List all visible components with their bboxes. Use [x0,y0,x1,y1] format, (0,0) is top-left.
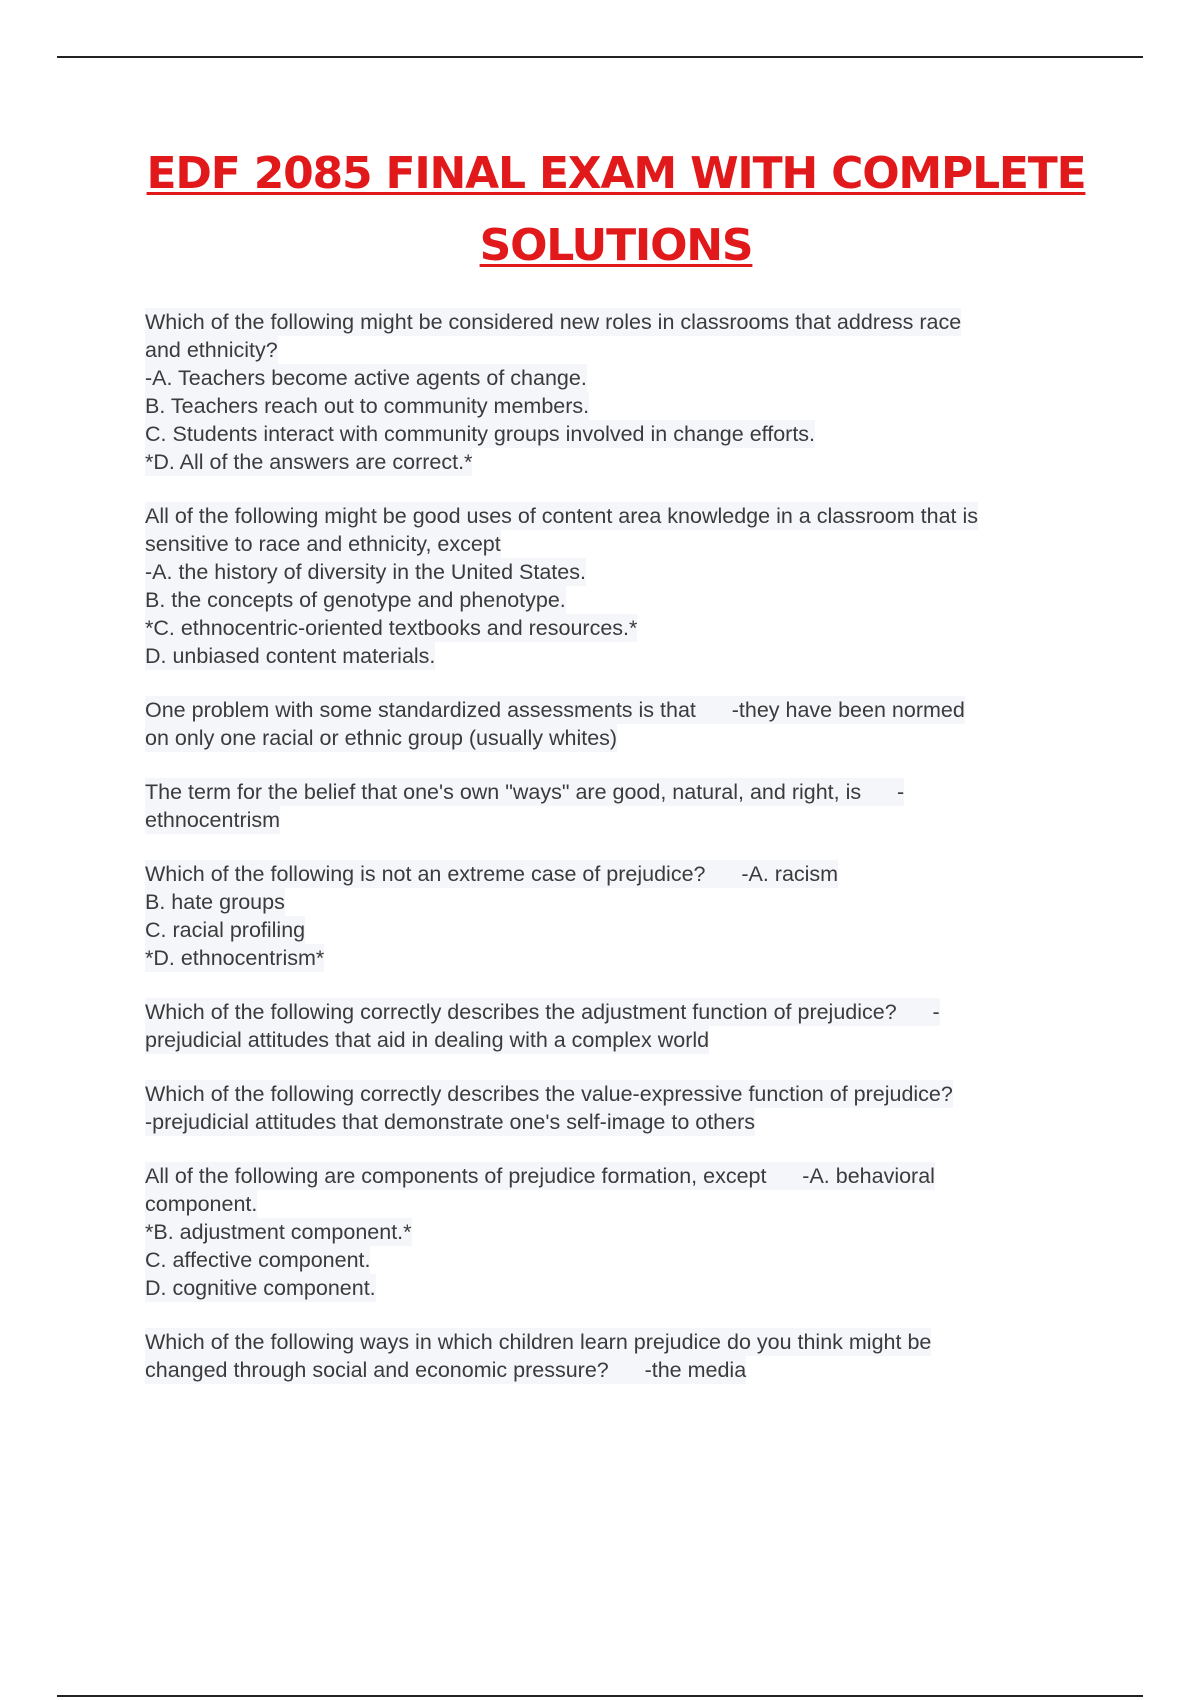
question-line: Which of the following ways in which children learn prejudice do you think might be [145,1330,932,1354]
question-line: D. unbiased content materials. [145,644,436,668]
question-line: All of the following might be good uses of content area knowledge in a classroom that is [145,504,979,528]
question-line: All of the following are components of prejudice formation, except -A. behavioral [145,1164,935,1188]
question-line: B. hate groups [145,890,285,914]
question-line: ethnocentrism [145,808,281,832]
question-line: Which of the following correctly describes the value-expressive function of prejudice? [145,1082,953,1106]
question-entry [145,778,1095,834]
question-line: prejudicial attitudes that aid in dealing with a complex world [145,1028,710,1052]
question-line: D. cognitive component. [145,1276,376,1300]
question-line: changed through social and economic pressure? -the media [145,1358,747,1382]
question-line: *D. All of the answers are correct.* [145,450,473,474]
question-line: B. Teachers reach out to community members. [145,394,590,418]
question-line: The term for the belief that one's own "ways" are good, natural, and right, is - [145,780,905,804]
document-title [100,147,1132,273]
question-line: One problem with some standardized assessments is that -they have been normed [145,698,965,722]
question-entry [145,1162,1095,1302]
question-line: C. Students interact with community groups involved in change efforts. [145,422,816,446]
question-line: *B. adjustment component.* [145,1220,412,1244]
question-line: Which of the following might be considered new roles in classrooms that address race [145,310,962,334]
question-entry [145,696,1095,752]
title-line-2: SOLUTIONS [479,220,753,271]
question-list [145,308,1095,1410]
question-line: C. racial profiling [145,918,306,942]
question-line: *D. ethnocentrism* [145,946,325,970]
question-line: Which of the following correctly describes the adjustment function of prejudice? - [145,1000,940,1024]
question-line: -A. the history of diversity in the United States. [145,560,586,584]
question-line: B. the concepts of genotype and phenotype. [145,588,566,612]
question-line: C. affective component. [145,1248,371,1272]
question-line: on only one racial or ethnic group (usually whites) [145,726,618,750]
question-entry [145,502,1095,670]
question-line: sensitive to race and ethnicity, except [145,532,501,556]
question-line: and ethnicity? [145,338,278,362]
footer-rule [57,1695,1143,1697]
title-line-1: EDF 2085 FINAL EXAM WITH COMPLETE [146,148,1086,199]
header-rule [57,56,1143,58]
question-line: *C. ethnocentric-oriented textbooks and resources.* [145,616,638,640]
question-entry [145,1080,1095,1136]
question-entry [145,998,1095,1054]
question-entry [145,1328,1095,1384]
question-line: -prejudicial attitudes that demonstrate one's self-image to others [145,1110,756,1134]
question-entry [145,860,1095,972]
question-line: component. [145,1192,258,1216]
question-line: Which of the following is not an extreme case of prejudice? -A. racism [145,862,839,886]
question-line: -A. Teachers become active agents of change. [145,366,587,390]
question-entry [145,308,1095,476]
